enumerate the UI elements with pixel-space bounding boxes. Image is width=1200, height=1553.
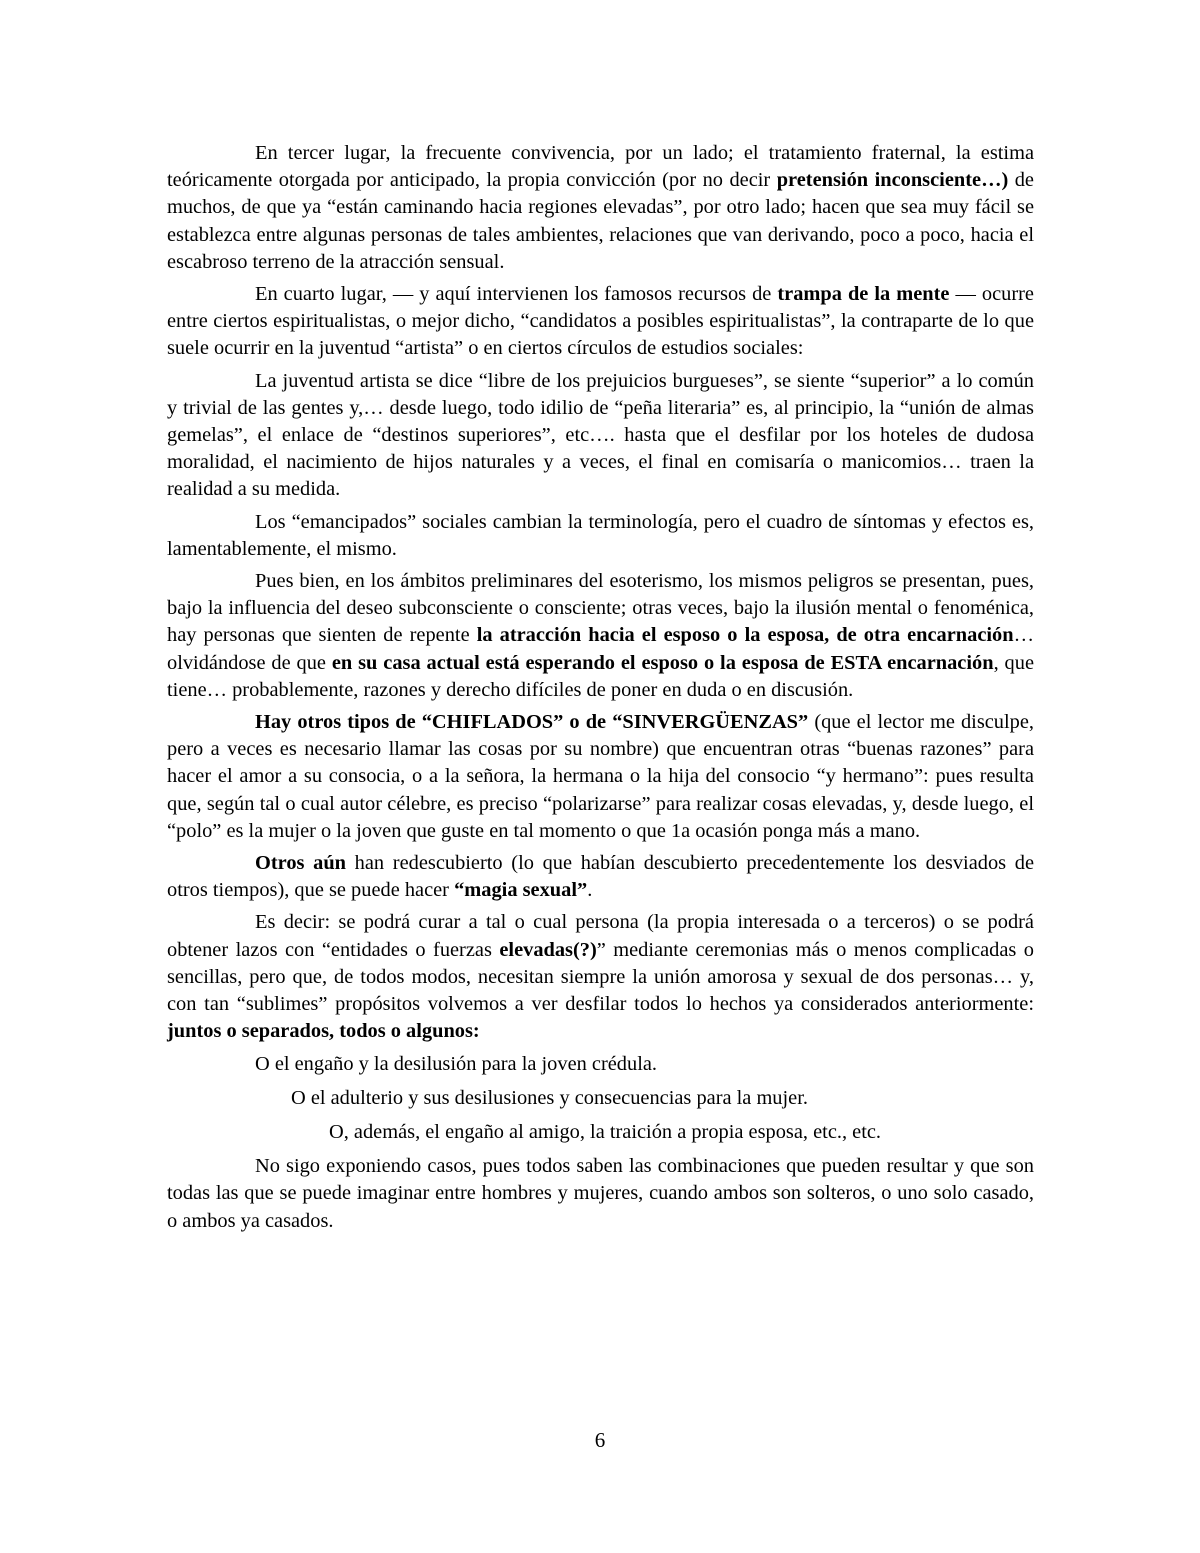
paragraph-6 xyxy=(167,709,1034,845)
paragraph-5 xyxy=(167,568,1034,704)
bold-text: “magia sexual” xyxy=(454,879,588,902)
bold-text: en su casa actual está esperando el esposo o la esposa de ESTA encarnación xyxy=(331,651,994,674)
bold-text: juntos o separados, todos o algunos: xyxy=(167,1020,480,1043)
text-run: . xyxy=(587,879,593,902)
bold-text: trampa de la mente xyxy=(777,283,950,306)
text-run: , que tiene… probablemente, razones y derecho difíciles de poner en duda o en discusión. xyxy=(167,651,1034,701)
consequence-1: O el engaño y la desilusión para la joven crédula. xyxy=(255,1052,658,1075)
consequence-3: O, además, el engaño al amigo, la traición a propia esposa, etc., etc. xyxy=(329,1120,882,1143)
text-run: han redescubierto (lo que habían descubierto precedentemente los desviados de otros tiempos), que se puede hacer xyxy=(167,852,1034,902)
paragraph-1 xyxy=(167,140,1034,276)
closing-paragraph: No sigo exponiendo casos, pues todos saben las combinaciones que pueden resultar y que son todas las que se puede imaginar entre hombres y mujeres, cuando ambos son solteros, o uno solo casado, o ambos ya casados. xyxy=(167,1155,1034,1232)
text-run: La juventud artista se dice “libre de los prejuicios burgueses”, se siente “superior” a lo común y trivial de las gentes y,… desde luego, todo idilio de “peña literaria” es, al principio, la “unión de almas gemelas”, el enlace de “destinos superiores”, etc…. hasta que el desfilar por los hoteles de dudosa moralidad, el nacimiento de hijos naturales y a veces, el final en comisaría o manicomios… traen la realidad a su medida. xyxy=(167,369,1034,501)
text-run: Los “emancipados” sociales cambian la terminología, pero el cuadro de síntomas y efectos es, lamentablemente, el mismo. xyxy=(167,510,1034,560)
bold-text: Hay otros tipos de “CHIFLADOS” o de “SINVERGÜENZAS” xyxy=(255,711,809,734)
bold-text: elevadas(?) xyxy=(499,938,597,961)
bold-text: la atracción hacia el esposo o la esposa, de otra encarnación xyxy=(476,624,1014,647)
paragraph-2 xyxy=(167,281,1034,363)
text-run: ” mediante ceremonias más o menos complicadas o sencillas, pero que, de todos modos, necesitan siempre la unión amorosa y sexual de dos personas… y, con tan “sublimes” propósitos volvemos a ver desfilar todos lo hechos ya considerados anteriormente: xyxy=(167,938,1034,1016)
page-number: 6 xyxy=(594,1428,606,1452)
body-text xyxy=(167,140,1034,1240)
bold-text: Otros aún xyxy=(255,852,347,875)
text-run: En cuarto lugar, — y aquí intervienen los famosos recursos de xyxy=(255,283,778,306)
text-run: de muchos, de que ya “están caminando hacia regiones elevadas”, por otro lado; hacen que sea muy fácil se establezca entre algunas personas de tales ambientes, relaciones que van derivando, poco a poco, hacia el escabroso terreno de la atracción sensual. xyxy=(167,169,1034,273)
text-run: Pues bien, en los ámbitos preliminares del esoterismo, los mismos peligros se presentan, pues, bajo la influencia del deseo subconsciente o consciente; otras veces, bajo la ilusión mental o fenoménica, hay personas que sienten de repente xyxy=(167,570,1034,647)
paragraph-8 xyxy=(167,909,1034,1045)
paragraph-3 xyxy=(167,368,1034,504)
text-run: En tercer lugar, la frecuente convivencia, por un lado; el tratamiento fraternal, la estima teóricamente otorgada por anticipado, la propia convicción (por no decir xyxy=(167,142,1034,192)
paragraph-7 xyxy=(167,850,1034,904)
text-run: … olvidándose de que xyxy=(167,624,1034,674)
bold-text: pretensión inconsciente…) xyxy=(776,169,1009,192)
text-run: — ocurre entre ciertos espiritualistas, o mejor dicho, “candidatos a posibles espiritualistas”, la contraparte de lo que suele ocurrir en la juventud “artista” o en ciertos círculos de estudios sociales: xyxy=(167,283,1034,360)
paragraph-4 xyxy=(167,509,1034,563)
text-run: Es decir: se podrá curar a tal o cual persona (la propia interesada o a terceros) o se podrá obtener lazos con “entidades o fuerzas xyxy=(167,911,1034,961)
text-run: (que el lector me disculpe, pero a veces es necesario llamar las cosas por su nombre) que encuentran otras “buenas razones” para hacer el amor a su consocia, o a la señora, la hermana o la hija del consocio “y hermano”: pues resulta que, según tal o cual autor célebre, es preciso “polarizarse” para realizar cosas elevadas, y, desde luego, el “polo” es la mujer o la joven que guste en tal momento o que 1a ocasión ponga más a mano. xyxy=(167,711,1035,842)
consequence-2: O el adulterio y sus desilusiones y consecuencias para la mujer. xyxy=(291,1086,808,1109)
